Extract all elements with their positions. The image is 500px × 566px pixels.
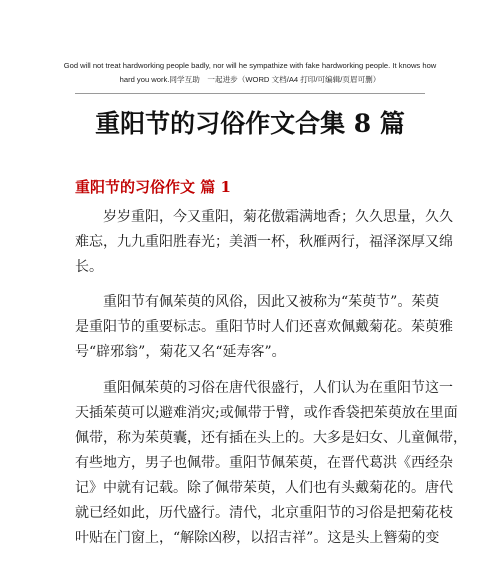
paragraph-line: 是重阳节的重要标志。重阳节时人们还喜欢佩戴菊花。茱萸雅 — [75, 319, 453, 335]
section-heading: 重阳节的习俗作文 篇 1 — [75, 178, 231, 196]
paragraph-line: 就已经如此，历代盛行。清代，北京重阳节的习俗是把菊花枝 — [75, 505, 453, 521]
paragraph-line: 天插茱萸可以避难消灾;或佩带于臂，或作香袋把茱萸放在里面 — [75, 405, 458, 421]
paragraph-2 — [75, 290, 453, 365]
paragraph-1 — [75, 205, 453, 280]
header-english-quote: God will not treat hardworking people badly, nor will he sympathize with fake hardworking people. It knows how — [63, 61, 437, 70]
header-divider — [75, 93, 425, 94]
paragraph-line: 佩带，称为茱萸囊，还有插在头上的。大多是妇女、儿童佩带， — [75, 430, 467, 446]
paragraph-line: 难忘，九九重阳胜春光；美酒一杯，秋雁两行，福泽深厚又绵 — [75, 234, 453, 250]
paragraph-line: 记》中就有记载。除了佩带茱萸，人们也有头戴菊花的。唐代 — [75, 480, 453, 496]
paragraph-line: 重阳节有佩茱萸的风俗，因此又被称为“茱萸节”。茱萸 — [75, 294, 440, 310]
paragraph-line: 重阳佩茱萸的习俗在唐代很盛行，人们认为在重阳节这一 — [75, 380, 453, 396]
paragraph-line: 有些地方，男子也佩带。重阳节佩茱萸，在晋代葛洪《西经杂 — [75, 455, 453, 471]
paragraph-line: 岁岁重阳，今又重阳，菊花傲霜满地香；久久思量，久久 — [75, 209, 453, 225]
paragraph-3 — [75, 376, 467, 551]
page-title: 重阳节的习俗作文合集 8 篇 — [95, 109, 405, 138]
paragraph-line: 叶贴在门窗上，“解除凶秽，以招吉祥”。这是头上簪菊的变 — [75, 530, 440, 546]
header-subtitle: hard you work.同学互助 一起进步（WORD 文档/A4 打印/可编辑/页眉可删） — [119, 75, 381, 84]
paragraph-line: 长。 — [75, 259, 103, 275]
paragraph-line: 号“辟邪翁”，菊花又名“延寿客”。 — [75, 344, 286, 360]
